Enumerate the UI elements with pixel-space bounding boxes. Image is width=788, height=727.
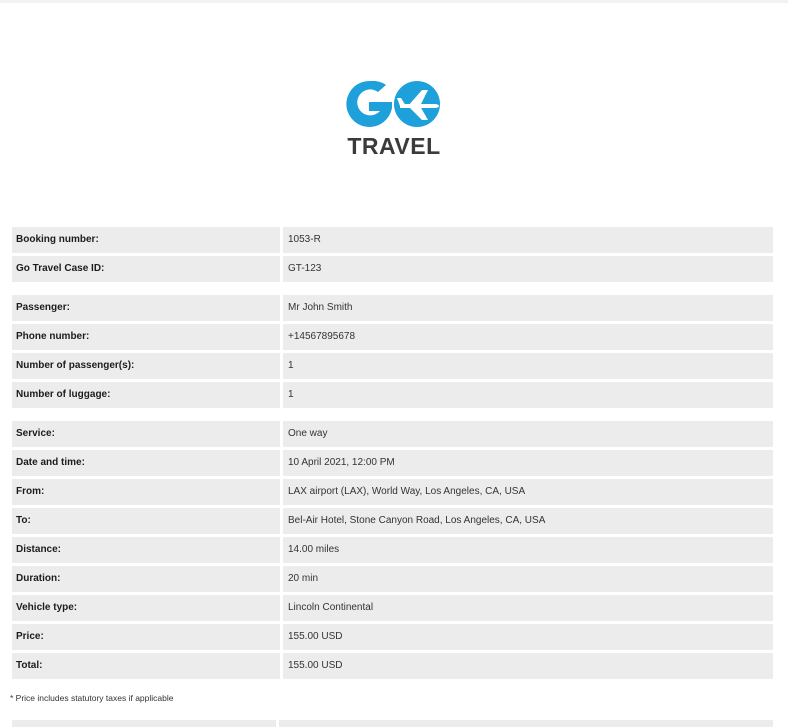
row-value-duration: 20 min (283, 566, 773, 592)
table-row (12, 508, 773, 534)
row-label-luggage-count: Number of luggage: (12, 382, 280, 408)
row-value-luggage-count: 1 (283, 382, 773, 408)
go-travel-logo-mark (342, 78, 446, 160)
row-label-vehicle: Vehicle type: (12, 595, 280, 621)
passenger-section (12, 295, 773, 408)
table-row (12, 624, 773, 650)
table-row (12, 450, 773, 476)
row-value-datetime: 10 April 2021, 12:00 PM (283, 450, 773, 476)
row-value-passenger-count: 1 (283, 353, 773, 379)
row-value-phone: +14567895678 (283, 324, 773, 350)
row-value-case-id: GT-123 (283, 256, 773, 282)
table-row (12, 256, 773, 282)
table-row (12, 653, 773, 679)
logo-g-glyph (346, 81, 392, 127)
go-travel-logo (342, 78, 446, 160)
table-row (12, 479, 773, 505)
row-label-from: From: (12, 479, 280, 505)
row-label-passenger-count: Number of passenger(s): (12, 353, 280, 379)
row-value-to: Bel-Air Hotel, Stone Canyon Road, Los Angeles, CA, USA (283, 508, 773, 534)
table-row (12, 382, 773, 408)
table-row (12, 566, 773, 592)
table-row (12, 295, 773, 321)
row-label-to: To: (12, 508, 280, 534)
row-value-price: 155.00 USD (283, 624, 773, 650)
row-value-distance: 14.00 miles (283, 537, 773, 563)
row-label-duration: Duration: (12, 566, 280, 592)
table-row (12, 595, 773, 621)
table-row-partial (12, 720, 773, 727)
partial-label-cell (12, 720, 276, 727)
row-value-total: 155.00 USD (283, 653, 773, 679)
row-label-distance: Distance: (12, 537, 280, 563)
row-label-price: Price: (12, 624, 280, 650)
row-label-service: Service: (12, 421, 280, 447)
table-row (12, 537, 773, 563)
table-row (12, 324, 773, 350)
row-label-total: Total: (12, 653, 280, 679)
top-divider (0, 0, 788, 3)
booking-details-table (12, 227, 773, 682)
row-value-from: LAX airport (LAX), World Way, Los Angeles, CA, USA (283, 479, 773, 505)
table-row (12, 227, 773, 253)
row-label-booking-number: Booking number: (12, 227, 280, 253)
row-label-datetime: Date and time: (12, 450, 280, 476)
row-value-vehicle: Lincoln Continental (283, 595, 773, 621)
row-label-passenger: Passenger: (12, 295, 280, 321)
row-value-service: One way (283, 421, 773, 447)
price-footnote: * Price includes statutory taxes if applicable (10, 693, 174, 703)
trip-section (12, 421, 773, 679)
partial-value-cell (279, 720, 773, 727)
logo-wordmark: TRAVEL (347, 133, 441, 159)
row-value-passenger: Mr John Smith (283, 295, 773, 321)
table-row (12, 353, 773, 379)
table-row (12, 421, 773, 447)
row-label-phone: Phone number: (12, 324, 280, 350)
row-label-case-id: Go Travel Case ID: (12, 256, 280, 282)
row-value-booking-number: 1053-R (283, 227, 773, 253)
booking-ids-section (12, 227, 773, 282)
